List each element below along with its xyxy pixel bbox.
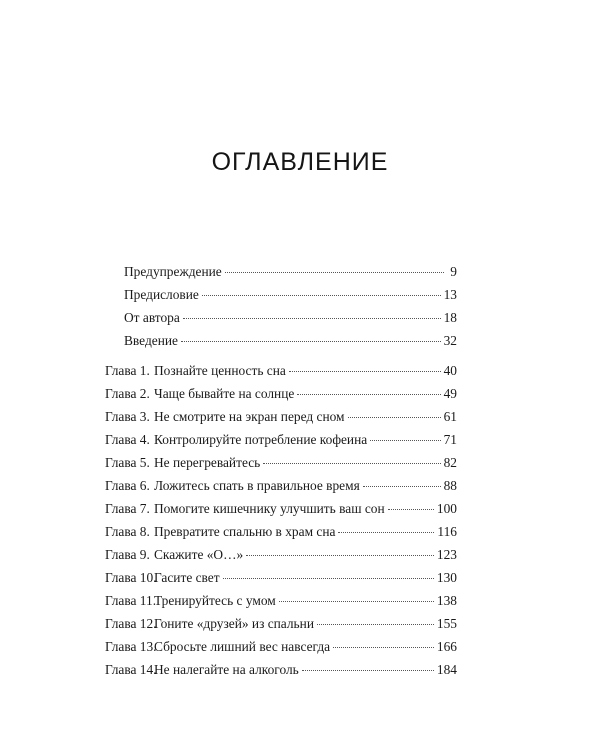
toc-entry-page: 82 xyxy=(443,455,457,470)
dot-leader xyxy=(289,370,441,372)
chapter-number: Глава 5. xyxy=(105,455,150,470)
dot-leader xyxy=(183,317,441,319)
toc-entry-page: 32 xyxy=(443,333,457,348)
dot-leader xyxy=(338,531,434,533)
toc-entry-page: 88 xyxy=(443,478,457,493)
chapter-number: Глава 2. xyxy=(105,386,150,401)
chapter-number: Глава 14. xyxy=(105,662,157,677)
dot-leader xyxy=(279,600,434,602)
toc-entry-chapter[interactable] xyxy=(105,363,457,383)
toc-entry-chapter[interactable] xyxy=(105,455,457,475)
dot-leader xyxy=(246,554,434,556)
toc-entry-chapter[interactable] xyxy=(105,570,457,590)
chapter-number: Глава 13. xyxy=(105,639,157,654)
toc-entry-label: От автора xyxy=(124,310,180,325)
chapter-number: Глава 12. xyxy=(105,616,157,631)
dot-leader xyxy=(302,669,434,671)
toc-entry-chapter[interactable] xyxy=(105,524,457,544)
toc-entry-label: Не перегревайтесь xyxy=(154,455,261,470)
toc-entry-page: 100 xyxy=(436,501,457,516)
toc-entry-label: Гоните «друзей» из спальни xyxy=(154,616,314,631)
toc-entry-label: Помогите кишечнику улучшить ваш сон xyxy=(154,501,385,516)
dot-leader xyxy=(333,646,434,648)
toc-entry-chapter[interactable] xyxy=(105,409,457,429)
chapter-number: Глава 8. xyxy=(105,524,150,539)
dot-leader xyxy=(297,393,440,395)
toc-entry-label: Тренируйтесь с умом xyxy=(154,593,276,608)
chapter-number: Глава 3. xyxy=(105,409,150,424)
toc-entry-chapter[interactable] xyxy=(105,639,457,659)
toc-entry-label: Познайте ценность сна xyxy=(154,363,286,378)
toc-entry-front[interactable] xyxy=(124,333,457,353)
toc-entry-chapter[interactable] xyxy=(105,432,457,452)
toc-entry-chapter[interactable] xyxy=(105,386,457,406)
toc-entry-label: Гасите свет xyxy=(154,570,220,585)
toc-entry-chapter[interactable] xyxy=(105,616,457,636)
dot-leader xyxy=(225,271,444,273)
dot-leader xyxy=(388,508,434,510)
toc-entry-page: 9 xyxy=(450,264,457,279)
toc-entry-label: Превратите спальню в храм сна xyxy=(154,524,336,539)
toc-entry-front[interactable] xyxy=(124,264,457,284)
toc-entry-chapter[interactable] xyxy=(105,478,457,498)
toc-entry-label: Скажите «О…» xyxy=(154,547,244,562)
dot-leader xyxy=(202,294,441,296)
toc-entry-page: 49 xyxy=(443,386,457,401)
toc-entry-page: 155 xyxy=(436,616,457,631)
chapter-number: Глава 1. xyxy=(105,363,150,378)
chapter-number: Глава 4. xyxy=(105,432,150,447)
chapter-number: Глава 6. xyxy=(105,478,150,493)
chapter-number: Глава 11. xyxy=(105,593,157,608)
toc-entry-label: Предупреждение xyxy=(124,264,222,279)
toc-entry-page: 138 xyxy=(436,593,457,608)
toc-entry-page: 71 xyxy=(443,432,457,447)
toc-entry-page: 166 xyxy=(436,639,457,654)
toc-entry-chapter[interactable] xyxy=(105,547,457,567)
toc-entry-page: 130 xyxy=(436,570,457,585)
toc-entry-label: Контролируйте потребление кофеина xyxy=(154,432,368,447)
dot-leader xyxy=(181,340,441,342)
dot-leader xyxy=(263,462,440,464)
toc-entry-label: Чаще бывайте на солнце xyxy=(154,386,295,401)
toc-entry-chapter[interactable] xyxy=(105,593,457,613)
dot-leader xyxy=(363,485,441,487)
toc-entry-page: 184 xyxy=(436,662,457,677)
toc-entry-front[interactable] xyxy=(124,310,457,330)
dot-leader xyxy=(317,623,434,625)
toc-entry-page: 123 xyxy=(436,547,457,562)
toc-entry-chapter[interactable] xyxy=(105,501,457,521)
toc-entry-label: Не налегайте на алкоголь xyxy=(154,662,299,677)
dot-leader xyxy=(348,416,441,418)
toc-entry-front[interactable] xyxy=(124,287,457,307)
chapter-number: Глава 7. xyxy=(105,501,150,516)
toc-entry-label: Введение xyxy=(124,333,178,348)
chapter-number: Глава 9. xyxy=(105,547,150,562)
dot-leader xyxy=(223,577,434,579)
toc-entry-page: 61 xyxy=(443,409,457,424)
toc-entry-page: 40 xyxy=(443,363,457,378)
toc-entry-chapter[interactable] xyxy=(105,662,457,682)
toc-entry-label: Не смотрите на экран перед сном xyxy=(154,409,345,424)
toc-entry-page: 13 xyxy=(443,287,457,302)
toc-entry-label: Предисловие xyxy=(124,287,199,302)
dot-leader xyxy=(370,439,440,441)
toc-entry-label: Ложитесь спать в правильное время xyxy=(154,478,360,493)
page-title: ОГЛАВЛЕНИЕ xyxy=(211,148,389,176)
toc-entry-label: Сбросьте лишний вес навсегда xyxy=(154,639,331,654)
toc-entry-page: 116 xyxy=(437,524,457,539)
toc-entry-page: 18 xyxy=(443,310,457,325)
chapter-number: Глава 10. xyxy=(105,570,157,585)
